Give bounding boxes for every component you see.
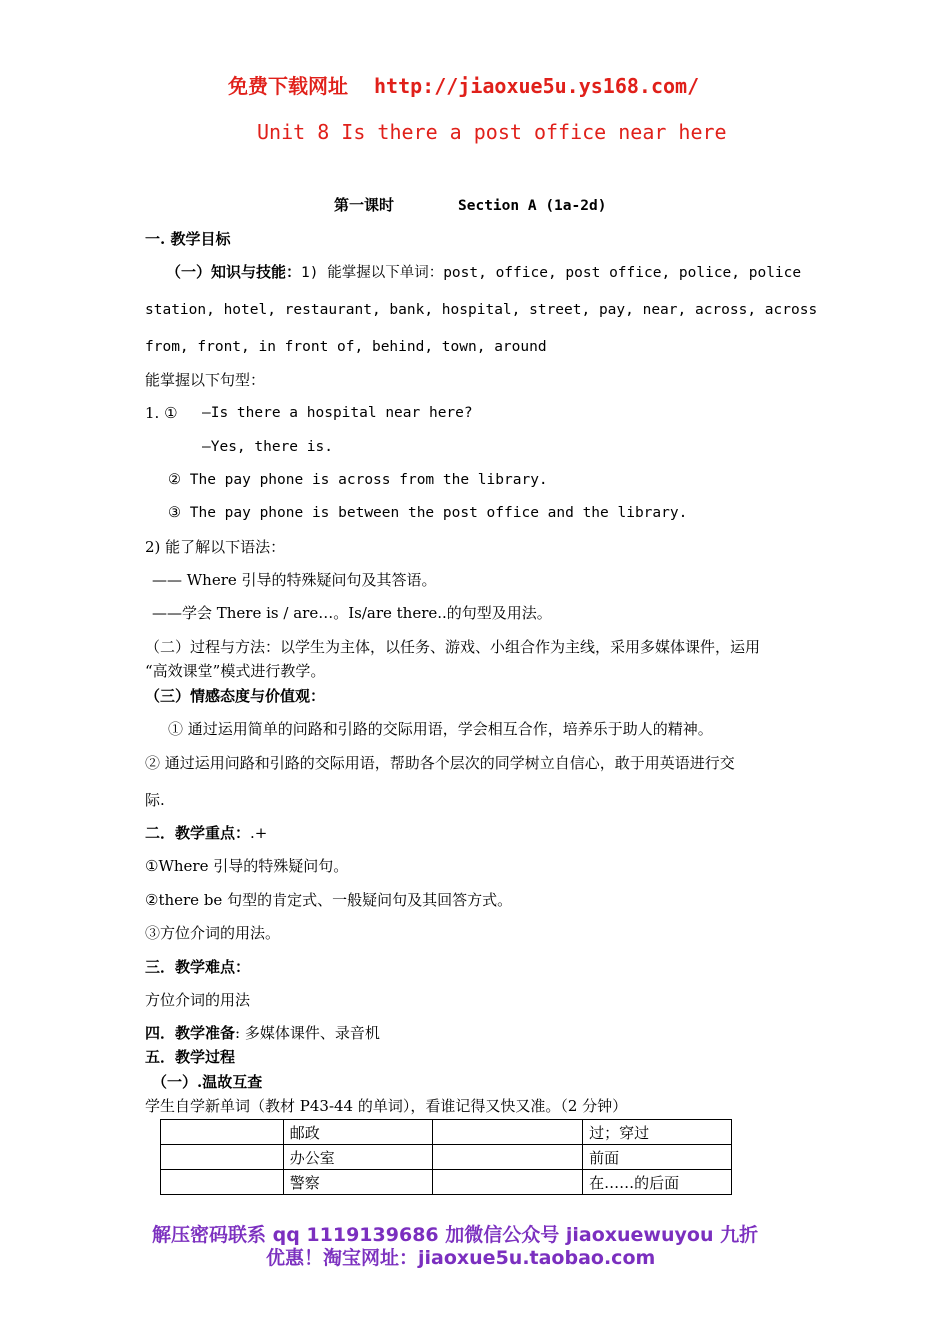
site-header xyxy=(228,70,699,99)
site-label: 免费下载网址 xyxy=(228,74,348,98)
lesson-section: Section A (1a-2d) xyxy=(458,198,607,214)
grammar-item-1: —— Where 引导的特殊疑问句及其答语。 xyxy=(152,571,437,589)
table-cell: 过；穿过 xyxy=(583,1120,732,1145)
key-point-1: ①Where 引导的特殊疑问句。 xyxy=(145,857,349,875)
table-cell xyxy=(161,1120,284,1145)
sentence-2: ② The pay phone is across from the library. xyxy=(168,472,548,488)
sentence-1-question: —Is there a hospital near here? xyxy=(202,405,473,421)
section-2-title: 二．教学重点： xyxy=(145,824,251,842)
table-cell xyxy=(161,1145,284,1170)
process-line-1: （二）过程与方法：以学生为主体，以任务、游戏、小组合作为主线，采用多媒体课件，运用 xyxy=(145,638,761,656)
table-cell xyxy=(433,1145,583,1170)
table-row xyxy=(161,1145,732,1170)
key-point-2: ②there be 句型的肯定式、一般疑问句及其回答方式。 xyxy=(145,891,513,909)
review-text: 学生自学新单词（教材 P43-44 的单词），看谁记得又快又准。（2 分钟） xyxy=(145,1097,628,1115)
section-3-title: 三．教学难点： xyxy=(145,958,251,976)
table-row xyxy=(161,1120,732,1145)
section-4-title: 四．教学准备 xyxy=(145,1024,236,1042)
knowledge-line-1 xyxy=(166,262,801,283)
table-cell xyxy=(161,1170,284,1195)
section-4-content: : 多媒体课件、录音机 xyxy=(235,1024,380,1042)
sentence-intro: 能掌握以下句型： xyxy=(145,371,266,389)
grammar-item-2: ——学会 There is / are…。Is/are there..的句型及用法。 xyxy=(152,604,552,622)
sentence-1-answer: —Yes, there is. xyxy=(202,439,333,455)
table-row xyxy=(161,1170,732,1195)
attitude-item-2-line-2: 际. xyxy=(145,791,165,809)
vocab-table xyxy=(160,1119,732,1195)
difficulty-text: 方位介词的用法 xyxy=(145,991,251,1009)
lesson-period: 第一课时 xyxy=(334,196,395,214)
attitude-item-2-line-1: ② 通过运用问路和引路的交际用语，帮助各个层次的同学树立自信心，敢于用英语进行交 xyxy=(145,754,735,772)
knowledge-words-1: 1) 能掌握以下单词：post, office, post office, police, police xyxy=(301,265,802,281)
review-label: （一）.温故互查 xyxy=(152,1073,263,1091)
table-cell: 邮政 xyxy=(283,1120,433,1145)
lesson-heading xyxy=(334,195,606,216)
section-1-title: 一. 教学目标 xyxy=(145,230,231,248)
grammar-intro: 2) 能了解以下语法： xyxy=(145,538,286,556)
table-cell: 在……的后面 xyxy=(583,1170,732,1195)
table-cell xyxy=(433,1120,583,1145)
table-cell: 警察 xyxy=(283,1170,433,1195)
section-4-row xyxy=(145,1023,380,1043)
attitude-item-1: ① 通过运用简单的问路和引路的交际用语，学会相互合作，培养乐于助人的精神。 xyxy=(168,720,713,738)
knowledge-words-2: station, hotel, restaurant, bank, hospital, street, pay, near, across, across xyxy=(145,302,818,318)
footer-line-2: 优惠！淘宝网址：jiaoxue5u.taobao.com xyxy=(266,1247,656,1269)
knowledge-words-3: from, front, in front of, behind, town, around xyxy=(145,339,547,355)
sentence-1-num: 1. ① xyxy=(145,404,178,422)
process-line-2: “高效课堂”模式进行教学。 xyxy=(145,662,326,680)
table-cell xyxy=(433,1170,583,1195)
table-cell: 前面 xyxy=(583,1145,732,1170)
footer-line-1: 解压密码联系 qq 1119139686 加微信公众号 jiaoxuewuyou 九折 xyxy=(152,1224,759,1246)
key-point-3: ③方位介词的用法。 xyxy=(145,924,281,942)
section-2-title-row xyxy=(145,823,267,843)
attitude-label: （三）情感态度与价值观： xyxy=(145,687,326,705)
knowledge-label: （一）知识与技能： xyxy=(166,263,302,281)
section-5-title: 五．教学过程 xyxy=(145,1048,236,1066)
site-url-link[interactable]: http://jiaoxue5u.ys168.com/ xyxy=(374,74,700,98)
sentence-3: ③ The pay phone is between the post office and the library. xyxy=(168,505,688,521)
table-cell: 办公室 xyxy=(283,1145,433,1170)
section-2-mark: .+ xyxy=(250,824,268,842)
unit-title: Unit 8 Is there a post office near here xyxy=(257,120,727,144)
